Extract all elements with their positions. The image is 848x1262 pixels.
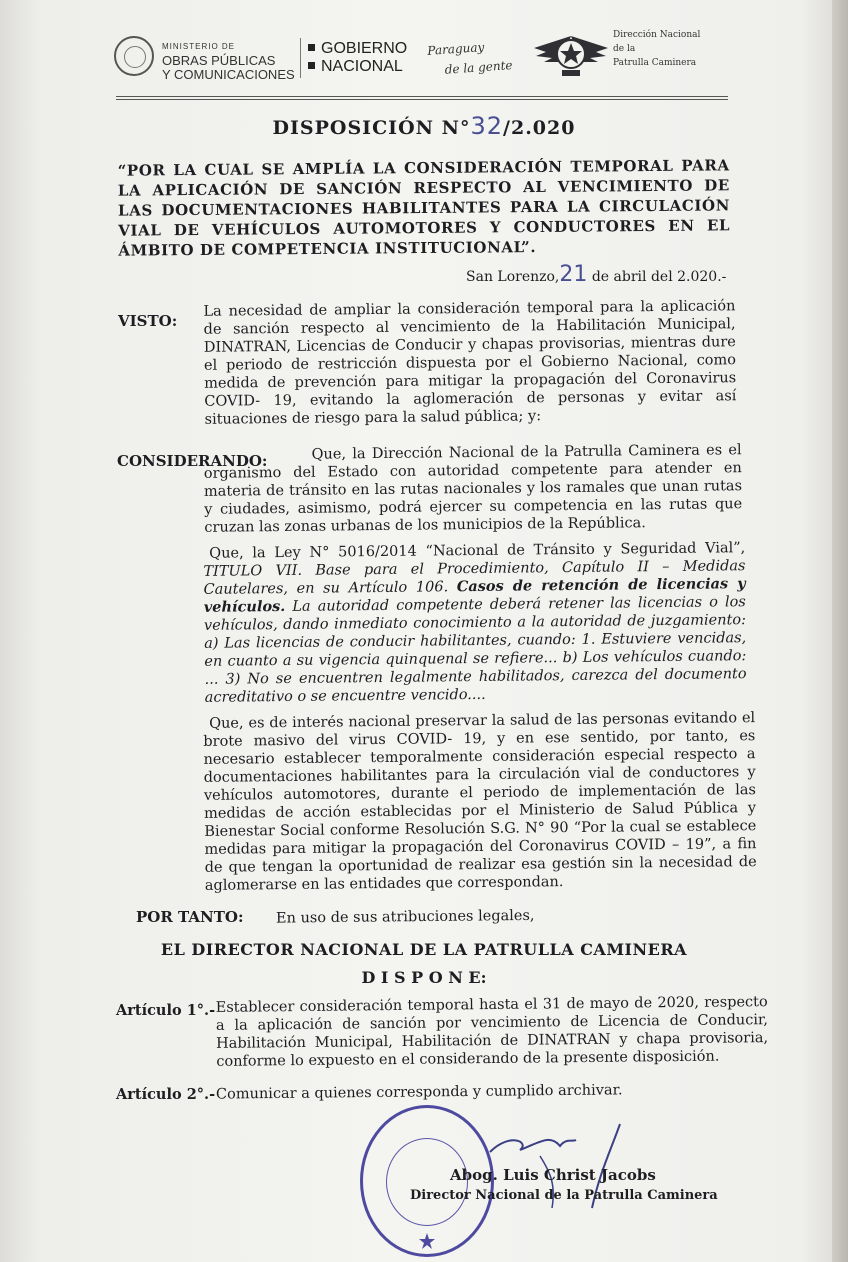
paper-edge xyxy=(832,0,848,1262)
title-number-handwritten: 32 xyxy=(470,112,504,140)
mopc-seal-icon xyxy=(114,36,154,76)
dnpc-line3: Patrulla Caminera xyxy=(613,58,697,68)
signatory-name: Abog. Luis Christ Jacobs xyxy=(450,1166,656,1184)
gobierno-nacional-logo xyxy=(308,40,407,76)
considerando-p2 xyxy=(203,539,747,707)
logo-separator xyxy=(300,38,301,78)
title-suffix: /2.020 xyxy=(503,117,576,139)
visto-label: VISTO: xyxy=(118,312,178,330)
header-rule-top xyxy=(116,96,728,97)
header-rule-bottom xyxy=(116,99,728,100)
gobierno-line2: NACIONAL xyxy=(321,58,403,75)
dispone-heading: D I S P O N E: xyxy=(361,968,487,987)
articulo1-label: Artículo 1°.- xyxy=(116,1002,216,1019)
dnpc-line1: Dirección Nacional xyxy=(613,30,701,40)
document-title xyxy=(0,112,848,140)
mopc-line3: Y COMUNICACIONES xyxy=(162,67,295,82)
signatory-title: Director Nacional de la Patrulla Caminera xyxy=(410,1188,718,1203)
director-heading: EL DIRECTOR NACIONAL DE LA PATRULLA CAMINERA xyxy=(160,940,688,959)
p2-italic2: La autoridad competente deberá retener las licencias o los vehículos, dando inmediato conocimiento a la autoridad de juzgamiento: a) Las licencias de conducir habilitantes, cuando: 1. Estuviere vencidas, en cuanto a su vigencia quinquenal se refiere... b) Los vehículos cuando: ... 3) No se encuentren legalmente habilitados, carezca del documento acreditativo o se encuentre vencido.... xyxy=(203,594,747,706)
date-rest: de abril del 2.020.- xyxy=(591,269,727,285)
considerando-p3: Que, es de interés nacional preservar la salud de las personas evitando el brote masivo del virus COVID- 19, y en ese sentido, por tanto, es necesario establecer temporalmente consideración especial respecto a documentaciones habilitantes para la circulación vial de conductores y vehículos automotores, durante el periodo de implementación de las medidas de acción establecidas por el Ministerio de Salud Pública y Bienestar Social conforme Resolución S.G. N° 90 “Por la cual se establece medidas para mitigar la propagación del Coronavirus COVID – 19”, a fin de que tengan la oportunidad de realizar esa gestión sin la necesidad de aglomerarse en las entidades que correspondan. xyxy=(203,710,757,894)
mopc-logo-text xyxy=(162,40,295,82)
dnpc-logo-text xyxy=(613,28,700,70)
considerando-p1: Que, la Dirección Nacional de la Patrulla Caminera es el organismo del Estado con autoridad competente para atender en materia de tránsito en las rutas nacionales y los ramales que unan rutas y ciudades, asimismo, podrá ejercer su competencia en las rutas que cruzan las zonas urbanas de los municipios de la República. xyxy=(203,442,743,536)
p2-italic1: TITULO VII. Base para el Procedimiento, Capítulo II – Medidas Cautelares, en su Artículo 106. xyxy=(203,558,746,598)
gobierno-line1: GOBIERNO xyxy=(321,40,408,57)
patrulla-caminera-wings-icon xyxy=(532,28,610,80)
paraguay-line1: Paraguay xyxy=(426,39,485,58)
date-day-handwritten: 21 xyxy=(559,262,588,287)
p2-plain: Que, la Ley N° 5016/2014 “Nacional de Tránsito y Seguridad Vial”, xyxy=(209,540,746,562)
title-prefix: DISPOSICIÓN N° xyxy=(272,117,471,139)
p2-bold: Casos de retención de licencias y vehículos. xyxy=(203,575,746,616)
subject-text: “POR LA CUAL SE AMPLÍA LA CONSIDERACIÓN TEMPORAL PARA LA APLICACIÓN DE SANCIÓN RESPECTO AL VENCIMIENTO DE LAS DOCUMENTACIONES HABILITANTES PARA LA CIRCULACIÓN VIAL DE VEHÍCULOS AUTOMOTORES Y CONDUCTORES EN EL ÁMBITO DE COMPETENCIA INSTITUCIONAL”. xyxy=(117,156,731,260)
paraguay-de-la-gente-logo xyxy=(427,35,513,81)
paraguay-line2: de la gente xyxy=(444,58,513,77)
portanto-text: En uso de sus atribuciones legales, xyxy=(275,907,535,927)
portanto-label: POR TANTO: xyxy=(136,908,244,926)
letterhead xyxy=(110,28,730,98)
mopc-line2: OBRAS PÚBLICAS xyxy=(162,53,276,68)
considerando-label: CONSIDERANDO: xyxy=(117,452,268,470)
dnpc-line2: de la xyxy=(613,44,636,54)
date-line xyxy=(466,262,726,287)
articulo2-label: Artículo 2°.- xyxy=(116,1086,216,1103)
articulo1-text: Establecer consideración temporal hasta el 31 de mayo de 2020, respecto a la aplicación de sanción por vencimiento de Licencia de Conducir, Habilitación Municipal, Habilitación de DINATRAN y chapa provisoria, conforme lo expuesto en el considerando de la presente disposición. xyxy=(215,994,769,1070)
mopc-line1: MINISTERIO DE xyxy=(162,42,236,51)
date-place: San Lorenzo, xyxy=(466,269,560,285)
articulo2-text: Comunicar a quienes corresponda y cumplido archivar. xyxy=(215,1082,623,1103)
visto-text: La necesidad de ampliar la consideración temporal para la aplicación de sanción respecto al vencimiento de la Habilitación Municipal, DINATRAN, Licencias de Conducir y chapas provisorias, mientras dure el periodo de restricción dispuesta por el Gobierno Nacional, como medida de prevención para mitigar la propagación del Coronavirus COVID- 19, evitando la aglomeración de personas y evitar así situaciones de riesgo para la salud pública; y: xyxy=(203,298,737,428)
